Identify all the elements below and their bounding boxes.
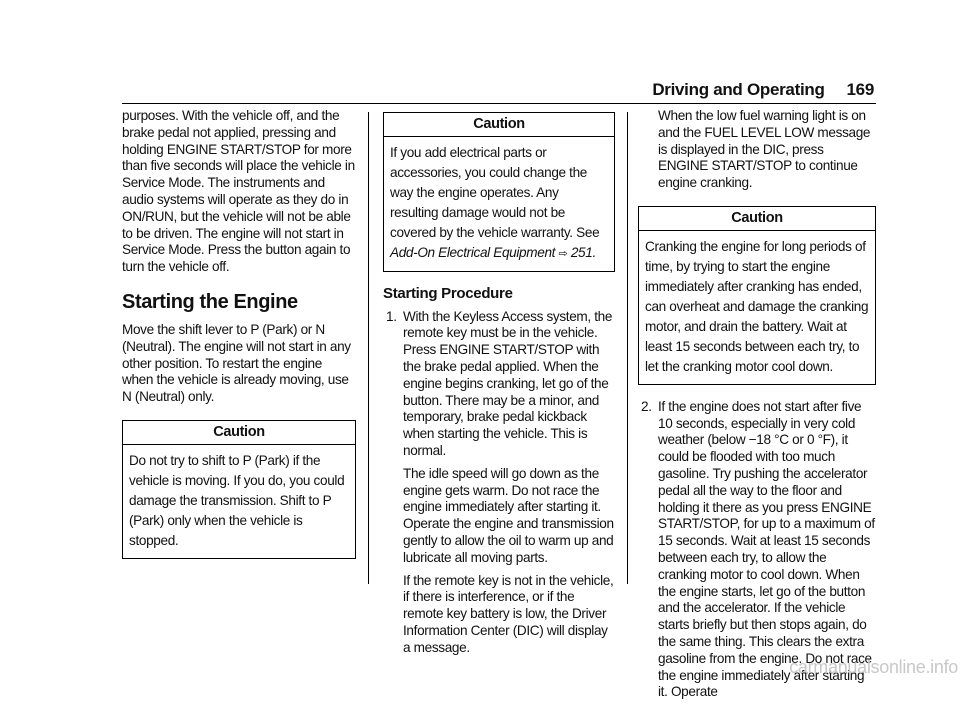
column-1 xyxy=(122,108,356,573)
caution-box-cranking xyxy=(638,206,876,385)
header-rule xyxy=(122,103,876,104)
column-3 xyxy=(638,108,876,707)
caution-text: If you add electrical parts or accessories, you could change the way the engine operates. Any resulting damage would not be covered by the vehicle warranty. See xyxy=(390,144,600,240)
step-paragraph: With the Keyless Access system, the remote key must be in the vehicle. Press ENGINE START/STOP with the brake pedal applied. When the engine begins cranking, let go of the button. There may be a minor, and temporary, brake pedal kickback when starting the vehicle. This is normal. xyxy=(403,308,613,458)
list-number: 1. xyxy=(386,308,397,324)
page-arrow-icon: ⇨ xyxy=(558,247,568,260)
step-paragraph: If the remote key is not in the vehicle, if there is interference, or if the remote key battery is low, the Driver Information Center (DIC) will display a message. xyxy=(403,572,614,655)
caution-title: Caution xyxy=(123,421,355,445)
step-paragraph: If the engine does not start after five 10 seconds, especially in very cold weather (below −18 °C or 0 °F), it could be flooded with too much gasoline. Try pushing the accelerator pedal all the way to the floor and holding it there as you press ENGINE START/STOP, for up to a maximum of 15 seconds. Wait at least 15 seconds between each try, to allow the cranking motor to cool down. When the engine starts, let go of the button and the accelerator. If the vehicle starts briefly but then stops again, do the same thing. This clears the extra gasoline from the engine. Do not race the engine immediately after starting it. Operate xyxy=(658,398,875,700)
watermark: carmanualsonline.info xyxy=(789,657,958,677)
caution-title: Caution xyxy=(384,113,614,137)
column-divider-1 xyxy=(368,112,369,584)
column-divider-2 xyxy=(627,112,628,584)
column-2 xyxy=(383,108,615,663)
step-paragraph: The idle speed will go down as the engine gets warm. Do not race the engine immediately after starting it. Operate the engine and transmission gently to allow the oil to warm up and lubricate all moving parts. xyxy=(403,465,614,565)
caution-box-electrical xyxy=(383,112,615,272)
continued-paragraph: When the low fuel warning light is on and the FUEL LEVEL LOW message is displayed in the DIC, press ENGINE START/STOP to continue engine cranking. xyxy=(658,108,871,191)
caution-body: Do not try to shift to P (Park) if the vehicle is moving. If you do, you could damage the transmission. Shift to P (Park) only when the vehicle is stopped. xyxy=(129,452,345,548)
shift-paragraph: Move the shift lever to P (Park) or N (Neutral). The engine will not start in any other position. To restart the engine when the vehicle is already moving, use N (Neutral) only. xyxy=(122,321,351,405)
list-item xyxy=(383,309,615,657)
list-number: 2. xyxy=(641,398,652,414)
section-heading: Starting the Engine xyxy=(122,290,298,313)
intro-paragraph: purposes. With the vehicle off, and the brake pedal not applied, pressing and holding ENGINE START/STOP for more than five seconds will place the vehicle in Service Mode. The instruments and audio systems will operate as they do in ON/RUN, but the vehicle will not be able to be driven. The engine will not start in Service Mode. Press the button again to turn the vehicle off. xyxy=(122,108,355,275)
page-number: 169 xyxy=(846,80,874,99)
list-item xyxy=(638,399,876,701)
cross-reference-link[interactable]: Add-On Electrical Equipment xyxy=(390,244,556,260)
subheading: Starting Procedure xyxy=(383,284,513,302)
caution-body xyxy=(384,137,614,271)
caution-body: Cranking the engine for long periods of time, by trying to start the engine immediately after cranking has ended, can overheat and damage the cranking motor, and drain the battery. Wait at least 15 seconds between each try, to let the cranking motor cool down. xyxy=(645,238,869,374)
page-header xyxy=(0,80,874,100)
cross-reference-page[interactable]: 251. xyxy=(570,244,596,260)
caution-box-shift xyxy=(122,420,356,559)
section-title: Driving and Operating xyxy=(652,80,825,99)
caution-title: Caution xyxy=(639,207,875,231)
